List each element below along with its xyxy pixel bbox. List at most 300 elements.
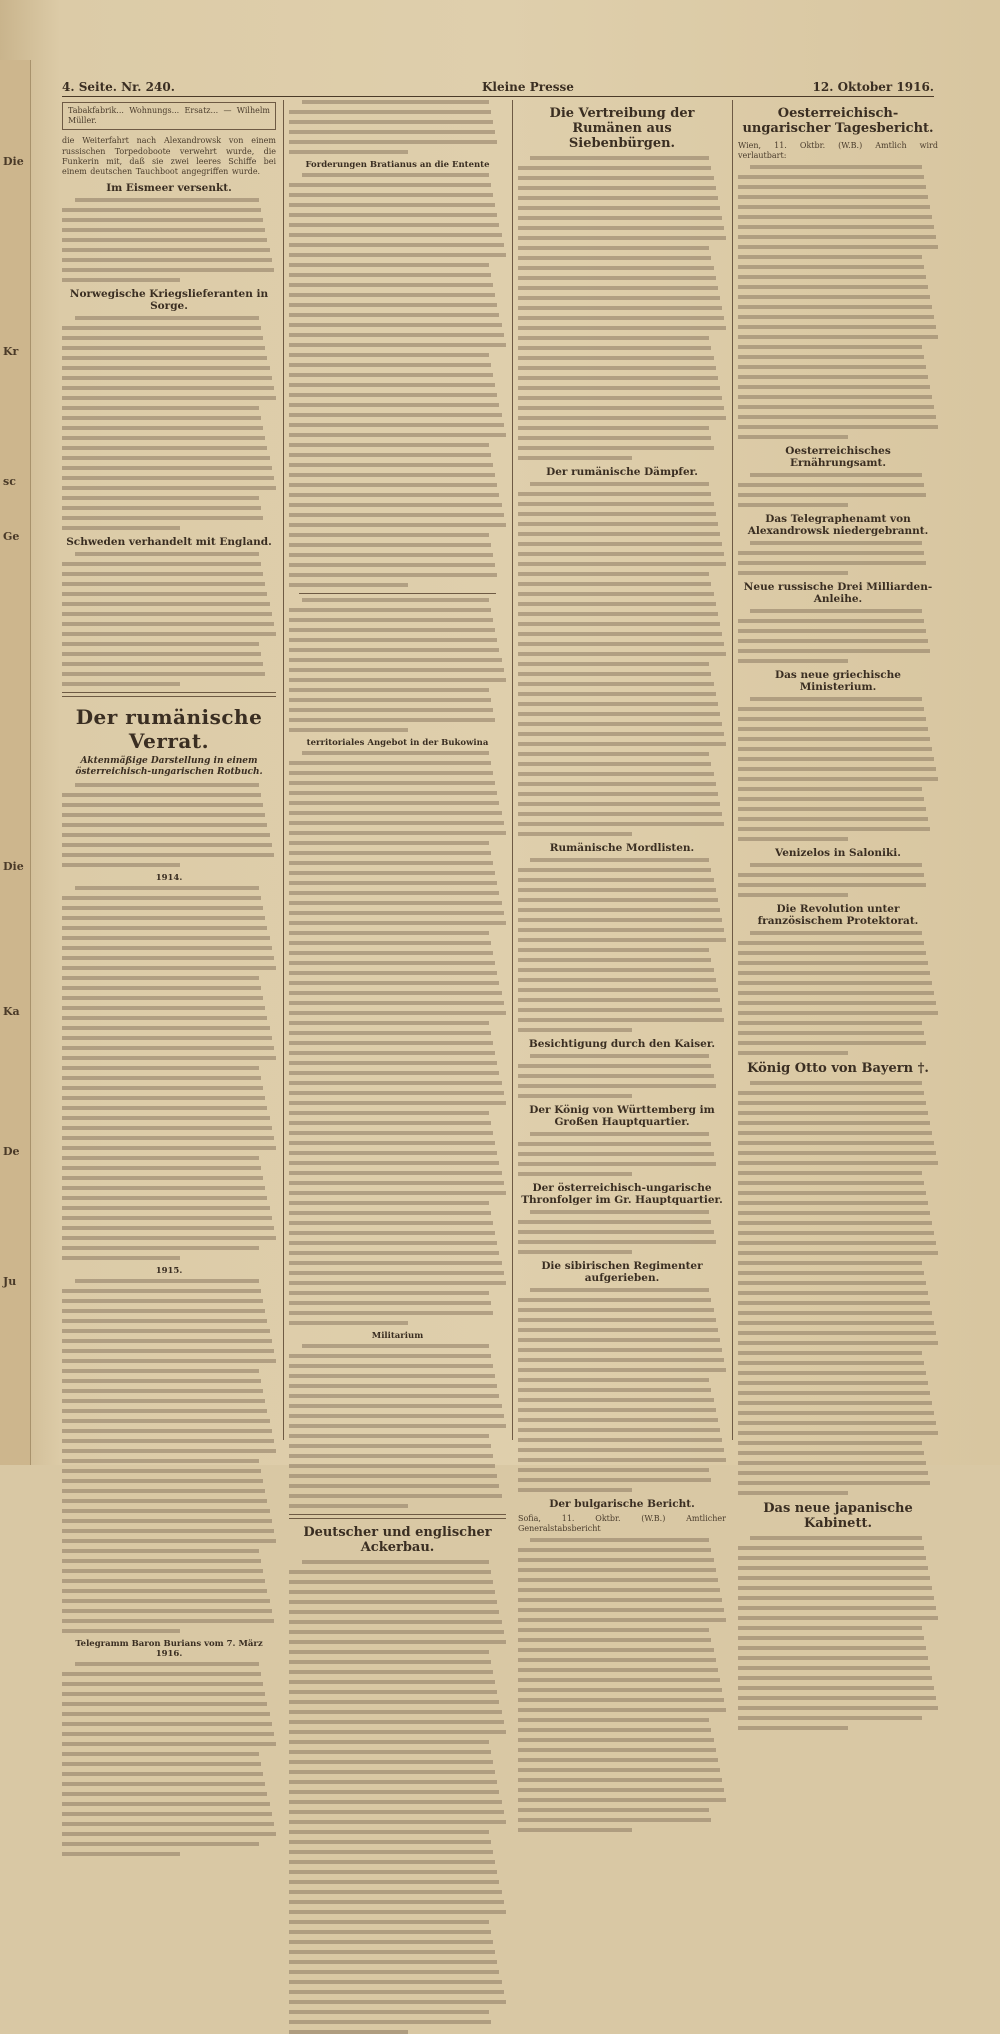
text-line	[518, 772, 714, 776]
text-line	[738, 1111, 928, 1115]
text-line	[289, 303, 497, 307]
text-line	[302, 173, 489, 177]
text-line	[62, 1702, 267, 1706]
text-line	[62, 1852, 180, 1856]
text-line	[62, 1489, 265, 1493]
text-line	[62, 1076, 261, 1080]
text-line	[62, 1096, 265, 1100]
text-line	[62, 1569, 263, 1573]
text-line	[289, 243, 504, 247]
text-block	[62, 1662, 276, 1856]
text-line	[750, 1081, 922, 1085]
text-line	[738, 1131, 932, 1135]
text-line	[289, 1830, 489, 1834]
headline-ackerbau: Deutscher und englischer Ackerbau.	[303, 1525, 492, 1555]
headline-anleihe: Neue russische Drei Milliarden-Anleihe.	[743, 581, 933, 606]
text-line	[289, 1191, 506, 1195]
text-line	[738, 1451, 924, 1455]
text-line	[62, 1499, 267, 1503]
text-line	[738, 893, 848, 897]
text-line	[289, 483, 497, 487]
text-line	[518, 1748, 716, 1752]
text-line	[289, 638, 497, 642]
text-line	[518, 1398, 714, 1402]
text-line	[62, 278, 180, 282]
text-line	[738, 1241, 936, 1245]
text-line	[518, 1084, 716, 1088]
text-line	[289, 1660, 491, 1664]
text-line	[738, 1101, 926, 1105]
text-line	[75, 1662, 259, 1666]
text-line	[289, 1570, 491, 1574]
text-line	[518, 1162, 716, 1166]
text-line	[289, 708, 493, 712]
text-line	[518, 306, 722, 310]
text-line	[738, 1616, 938, 1620]
text-line	[518, 386, 720, 390]
text-line	[518, 216, 722, 220]
text-line	[289, 851, 491, 855]
text-line	[62, 1319, 267, 1323]
text-line	[518, 612, 718, 616]
text-block	[738, 697, 938, 841]
text-line	[289, 493, 499, 497]
text-block	[738, 165, 938, 439]
text-line	[62, 1599, 270, 1603]
text-line	[289, 1850, 493, 1854]
text-line	[738, 1471, 928, 1475]
text-line	[518, 712, 720, 716]
text-line	[738, 1706, 938, 1710]
text-block	[518, 858, 726, 1032]
text-line	[62, 1349, 274, 1353]
text-line	[62, 346, 265, 350]
text-line	[518, 1448, 724, 1452]
text-line	[738, 305, 932, 309]
text-line	[62, 1752, 259, 1756]
text-line	[302, 100, 489, 104]
text-line	[518, 376, 718, 380]
text-line	[289, 453, 491, 457]
text-line	[289, 463, 493, 467]
text-line	[62, 793, 261, 797]
text-line	[518, 782, 716, 786]
text-line	[62, 1186, 265, 1190]
text-line	[518, 1638, 711, 1642]
text-line	[289, 1740, 489, 1744]
text-line	[518, 1358, 724, 1362]
text-line	[518, 1064, 711, 1068]
text-line	[738, 797, 924, 801]
text-line	[738, 325, 936, 329]
text-line	[289, 353, 489, 357]
text-line	[518, 1408, 716, 1412]
text-line	[289, 263, 489, 267]
text-line	[289, 2000, 506, 2004]
text-line	[289, 1241, 497, 1245]
text-line	[289, 1980, 502, 1984]
text-line	[62, 1046, 274, 1050]
text-line	[289, 1860, 495, 1864]
text-line	[738, 385, 930, 389]
text-line	[289, 1970, 499, 1974]
text-line	[289, 1281, 506, 1285]
text-line	[738, 365, 926, 369]
text-line	[289, 1091, 504, 1095]
text-line	[62, 976, 259, 980]
text-block	[289, 100, 506, 154]
text-line	[518, 1648, 714, 1652]
text-line	[518, 762, 711, 766]
text-line	[289, 1111, 489, 1115]
text-block	[738, 1081, 938, 1495]
subheadline-rotbuch: Aktenmäßige Darstellung in einem österreichisch-ungarischen Rotbuch.	[75, 756, 263, 778]
text-line	[738, 1556, 926, 1560]
text-line	[289, 1950, 495, 1954]
text-line	[62, 582, 265, 586]
text-line	[738, 1696, 936, 1700]
text-line	[738, 837, 848, 841]
text-line	[62, 1549, 259, 1553]
text-line	[62, 1672, 261, 1676]
text-line	[289, 1494, 502, 1498]
text-line	[289, 761, 491, 765]
year-heading-1915: 1915.	[155, 1266, 183, 1277]
text-line	[289, 1504, 408, 1508]
text-line	[62, 476, 274, 480]
text-line	[289, 1434, 489, 1438]
text-line	[62, 1289, 261, 1293]
text-line	[289, 1640, 506, 1644]
text-line	[518, 532, 720, 536]
text-line	[62, 1226, 274, 1230]
text-line	[518, 958, 711, 962]
text-line	[62, 1722, 272, 1726]
text-line	[62, 1056, 276, 1060]
text-line	[62, 1176, 263, 1180]
text-line	[62, 1106, 267, 1110]
text-line	[62, 238, 267, 242]
text-line	[289, 1211, 491, 1215]
text-line	[738, 1361, 924, 1365]
paper-name: Kleine Presse	[482, 80, 574, 94]
text-line	[738, 245, 938, 249]
page-number: 4. Seite. Nr. 240.	[62, 80, 175, 94]
text-line	[289, 1910, 506, 1914]
text-line	[62, 1359, 276, 1363]
text-line	[289, 841, 489, 845]
text-line	[518, 276, 716, 280]
text-line	[518, 246, 709, 250]
text-block	[62, 886, 276, 1260]
text-line	[289, 911, 504, 915]
text-line	[62, 1399, 265, 1403]
text-line	[738, 1201, 928, 1205]
text-line	[62, 1629, 180, 1633]
text-line	[738, 1261, 922, 1265]
text-line	[75, 783, 259, 787]
text-line	[738, 195, 928, 199]
text-line	[289, 891, 499, 895]
gutter-word: sc	[3, 475, 16, 488]
text-line	[289, 393, 497, 397]
text-line	[62, 1136, 274, 1140]
gutter-word: Ju	[3, 1275, 17, 1288]
text-line	[289, 1800, 502, 1804]
wien-dateline: Wien, 11. Oktbr. (W.B.) Amtlich wird verlautbart:	[738, 141, 938, 161]
text-line	[518, 1018, 724, 1022]
text-line	[289, 533, 489, 537]
headline-norwegian: Norwegische Kriegslieferanten in Sorge.	[69, 288, 269, 313]
text-line	[62, 496, 259, 500]
text-line	[289, 961, 495, 965]
headline-eismeer: Im Eismeer versenkt.	[106, 182, 232, 195]
text-line	[518, 186, 716, 190]
headline-bulgarisch: Der bulgarische Bericht.	[549, 1498, 695, 1510]
text-line	[75, 1279, 259, 1283]
text-line	[289, 1690, 497, 1694]
text-line	[518, 1558, 714, 1562]
text-line	[518, 1828, 632, 1832]
text-line	[62, 662, 263, 666]
text-line	[289, 941, 491, 945]
text-line	[62, 208, 261, 212]
headline-rumaenischer-verrat: Der rumänische Verrat.	[75, 705, 263, 754]
text-line	[518, 742, 726, 746]
text-line	[518, 1094, 632, 1098]
text-line	[738, 1091, 924, 1095]
text-line	[518, 1688, 722, 1692]
text-line	[518, 166, 711, 170]
text-line	[289, 1424, 506, 1428]
text-line	[518, 1338, 720, 1342]
text-line	[518, 1608, 724, 1612]
text-line	[518, 702, 718, 706]
column-rule	[283, 100, 284, 1440]
text-line	[738, 1391, 930, 1395]
text-line	[738, 315, 934, 319]
text-line	[289, 1600, 497, 1604]
text-line	[518, 396, 722, 400]
text-line	[518, 286, 718, 290]
text-line	[518, 446, 714, 450]
text-line	[289, 1710, 502, 1714]
text-line	[62, 386, 274, 390]
text-line	[518, 1658, 716, 1662]
text-line	[289, 951, 493, 955]
text-line	[289, 1031, 491, 1035]
text-line	[62, 1509, 270, 1513]
headline-forderungen: Forderungen Bratianus an die Entente	[305, 160, 490, 170]
text-line	[62, 1036, 272, 1040]
text-line	[289, 1780, 497, 1784]
text-line	[518, 988, 718, 992]
text-line	[738, 1481, 930, 1485]
text-line	[750, 609, 922, 613]
text-line	[289, 1464, 495, 1468]
text-line	[62, 622, 274, 626]
text-line	[289, 1161, 499, 1165]
text-line	[518, 868, 711, 872]
text-line	[518, 918, 722, 922]
text-line	[738, 1011, 938, 1015]
text-line	[518, 722, 722, 726]
text-line	[518, 672, 711, 676]
text-line	[289, 1870, 497, 1874]
text-line	[518, 502, 714, 506]
text-block	[518, 482, 726, 836]
text-line	[738, 1431, 938, 1435]
text-line	[289, 618, 493, 622]
text-line	[289, 323, 502, 327]
text-line	[62, 1389, 263, 1393]
text-line	[289, 1890, 502, 1894]
text-line	[289, 403, 499, 407]
text-line	[289, 1990, 504, 1994]
text-line	[289, 1680, 495, 1684]
text-line	[289, 1630, 504, 1634]
notice-box	[62, 102, 276, 130]
text-line	[738, 1341, 938, 1345]
text-line	[738, 1231, 934, 1235]
text-line	[62, 1086, 263, 1090]
section-divider	[62, 692, 276, 697]
text-line	[518, 1328, 718, 1332]
text-line	[738, 1121, 930, 1125]
text-line	[62, 1006, 265, 1010]
text-line	[518, 416, 726, 420]
text-line	[289, 1770, 495, 1774]
text-line	[75, 198, 259, 202]
headline-wuerttemberg: Der König von Württemberg im Großen Hauptquartier.	[529, 1104, 715, 1128]
text-block	[289, 751, 506, 1325]
text-line	[62, 1246, 259, 1250]
text-line	[738, 255, 922, 259]
text-line	[289, 1291, 489, 1295]
text-line	[738, 1311, 932, 1315]
text-line	[518, 1220, 711, 1224]
text-line	[518, 1250, 632, 1254]
text-line	[738, 1371, 926, 1375]
telegram-heading: Telegramm Baron Burians vom 7. März 1916.	[75, 1639, 263, 1660]
text-line	[289, 921, 506, 925]
text-line	[738, 483, 924, 487]
text-line	[518, 1298, 711, 1302]
text-block	[738, 541, 938, 575]
text-block	[289, 173, 506, 587]
text-line	[62, 1116, 270, 1120]
text-line	[738, 503, 848, 507]
text-line	[62, 853, 274, 857]
text-line	[289, 1580, 493, 1584]
text-line	[518, 456, 632, 460]
text-line	[518, 326, 726, 330]
headline-militarium: Militarium	[371, 1331, 424, 1341]
text-line	[289, 608, 491, 612]
text-line	[518, 1728, 711, 1732]
text-line	[289, 423, 504, 427]
text-line	[738, 395, 932, 399]
text-line	[518, 266, 714, 270]
text-line	[62, 863, 180, 867]
headline-besichtigung: Besichtigung durch den Kaiser.	[528, 1038, 716, 1050]
text-line	[518, 642, 724, 646]
text-line	[738, 961, 928, 965]
text-line	[518, 752, 709, 756]
text-line	[289, 1620, 502, 1624]
text-line	[738, 1421, 936, 1425]
gutter-word: De	[3, 1145, 20, 1158]
text-line	[62, 906, 263, 910]
text-block	[738, 473, 938, 507]
text-line	[738, 1441, 922, 1445]
text-line	[738, 295, 930, 299]
text-line	[289, 718, 495, 722]
text-line	[289, 698, 491, 702]
text-line	[518, 1230, 714, 1234]
text-line	[518, 682, 714, 686]
text-line	[289, 233, 502, 237]
text-line	[302, 1560, 489, 1564]
text-line	[289, 1141, 495, 1145]
text-line	[738, 425, 938, 429]
text-line	[518, 632, 722, 636]
text-line	[518, 512, 716, 516]
text-line	[62, 1792, 267, 1796]
text-line	[289, 1354, 491, 1358]
text-line	[62, 946, 272, 950]
column-rule	[512, 100, 513, 1440]
text-line	[62, 1206, 270, 1210]
text-line	[289, 1394, 499, 1398]
text-line	[518, 1758, 718, 1762]
text-line	[530, 156, 709, 160]
text-line	[738, 757, 934, 761]
text-line	[62, 1409, 267, 1413]
text-line	[289, 1101, 506, 1105]
text-line	[62, 1469, 261, 1473]
text-line	[289, 513, 504, 517]
text-line	[750, 697, 922, 701]
text-line	[62, 1066, 259, 1070]
text-line	[738, 1656, 928, 1660]
text-line	[289, 1920, 489, 1924]
text-line	[62, 1519, 272, 1523]
text-line	[289, 183, 491, 187]
text-line	[518, 356, 714, 360]
text-line	[738, 1001, 936, 1005]
text-line	[738, 335, 938, 339]
text-line	[289, 1364, 493, 1368]
text-line	[518, 692, 716, 696]
headline-bukowina: territoriales Angebot in der Bukowina	[306, 738, 489, 748]
headline-griechisch: Das neue griechische Ministerium.	[775, 669, 901, 694]
text-line	[518, 1172, 632, 1176]
gutter-word: Die	[3, 155, 24, 168]
text-line	[518, 1778, 722, 1782]
text-line	[518, 1668, 718, 1672]
text-line	[518, 1678, 720, 1682]
text-line	[518, 1468, 709, 1472]
text-line	[62, 966, 276, 970]
text-line	[738, 767, 936, 771]
text-line	[75, 886, 259, 890]
text-line	[62, 1236, 276, 1240]
text-line	[738, 1141, 934, 1145]
text-line	[62, 1479, 263, 1483]
text-line	[289, 443, 489, 447]
text-line	[738, 1331, 936, 1335]
